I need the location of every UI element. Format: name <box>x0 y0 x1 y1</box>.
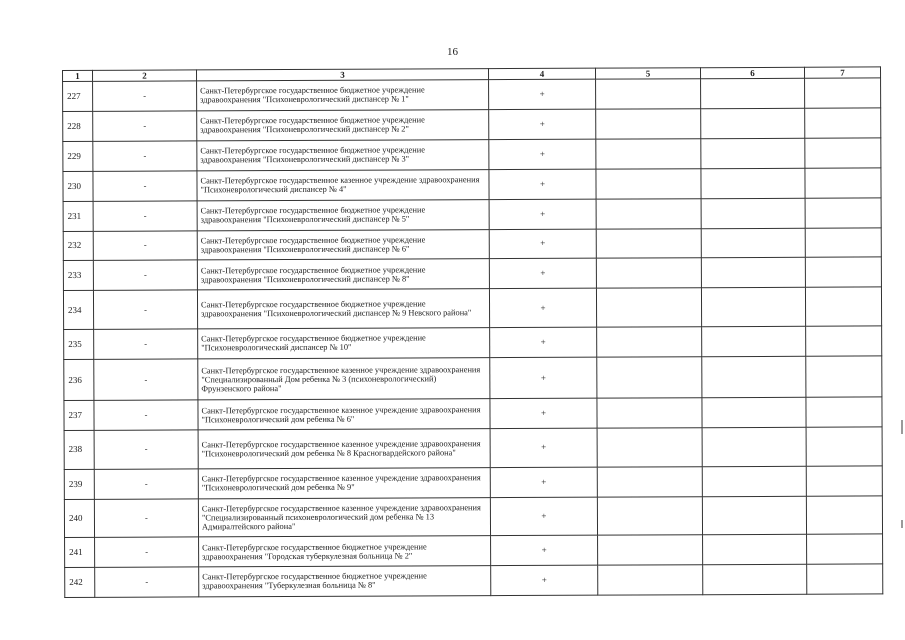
row-col4-mark: + <box>489 139 596 169</box>
row-col4-mark: + <box>489 259 596 289</box>
row-col4-mark: + <box>490 428 597 467</box>
table-row <box>63 198 881 231</box>
row-col6-cell <box>701 198 805 228</box>
row-col2-value: - <box>94 469 198 499</box>
row-col6-cell <box>701 228 805 258</box>
row-col6-cell <box>702 326 806 356</box>
row-col2-value: - <box>93 290 197 329</box>
row-col5-cell <box>597 428 702 467</box>
row-col6-cell <box>701 168 805 198</box>
institution-name: Санкт-Петербургское государственное бюджетное учреждение здравоохранения "Психоневрологический диспансер № 6" <box>197 229 489 260</box>
institution-name: Санкт-Петербургское государственное казенное учреждение здравоохранения "Психоневрологический дом ребенка № 9" <box>198 467 490 498</box>
header-col-7: 7 <box>804 67 880 78</box>
row-col7-cell <box>806 496 882 535</box>
institution-name: Санкт-Петербургское государственное бюджетное учреждение здравоохранения "Психоневрологический диспансер № 1" <box>197 80 489 111</box>
row-col2-value: - <box>93 230 197 260</box>
row-col4-mark: + <box>489 229 596 259</box>
row-col6-cell <box>701 138 805 168</box>
institution-name: Санкт-Петербургское государственное бюджетное учреждение здравоохранения "Психоневрологический диспансер № 5" <box>197 199 489 230</box>
row-col4-mark: + <box>490 399 597 429</box>
row-col5-cell <box>596 168 701 198</box>
header-col-3: 3 <box>197 69 489 81</box>
row-col4-mark: + <box>490 497 597 536</box>
row-col2-value: - <box>93 81 197 111</box>
row-col6-cell <box>702 356 806 398</box>
institution-name: Санкт-Петербургское государственное казенное учреждение здравоохранения "Специализированный психоневрологический дом ребенка № 13 Адмиралтейского района" <box>198 497 490 537</box>
row-number: 236 <box>64 359 94 401</box>
row-col2-value: - <box>94 430 198 469</box>
row-col7-cell <box>805 78 881 108</box>
row-col6-cell <box>702 496 806 535</box>
row-col5-cell <box>597 466 702 496</box>
row-col7-cell <box>805 198 881 228</box>
institution-name: Санкт-Петербургское государственное бюджетное учреждение здравоохранения "Туберкулезная больница № 8" <box>199 566 491 597</box>
row-col5-cell <box>597 356 702 398</box>
row-col2-value: - <box>94 359 198 401</box>
institution-name: Санкт-Петербургское государственное казенное учреждение здравоохранения "Психоневрологический дом ребенка № 8 Красногвардейского района" <box>198 429 490 469</box>
institution-name: Санкт-Петербургское государственное бюджетное учреждение здравоохранения "Психоневрологический диспансер № 3" <box>197 139 489 170</box>
row-col6-cell <box>703 564 807 594</box>
row-col2-value: - <box>94 329 198 359</box>
row-number: 234 <box>63 291 93 330</box>
row-col7-cell <box>806 326 882 356</box>
row-number: 240 <box>64 499 94 538</box>
table-row <box>64 466 882 499</box>
row-col5-cell <box>597 327 702 357</box>
institution-name: Санкт-Петербургское государственное бюджетное учреждение здравоохранения "Городская туберкулезная больница № 2" <box>199 536 491 567</box>
row-number: 237 <box>64 401 94 431</box>
scan-mark <box>901 420 903 434</box>
table-row <box>63 257 881 290</box>
institution-name: Санкт-Петербургское государственное казенное учреждение здравоохранения "Психоневрологический диспансер № 4" <box>197 169 489 200</box>
row-number: 241 <box>65 537 95 567</box>
row-number: 235 <box>64 329 94 359</box>
row-col4-mark: + <box>491 565 598 595</box>
row-number: 239 <box>64 469 94 499</box>
table-row <box>64 356 882 401</box>
table-row <box>64 397 882 430</box>
row-col4-mark: + <box>491 535 598 565</box>
row-col5-cell <box>596 109 701 139</box>
row-col2-value: - <box>93 201 197 231</box>
row-number: 228 <box>63 111 93 141</box>
row-col7-cell <box>807 534 883 564</box>
row-col7-cell <box>806 397 882 427</box>
row-col5-cell <box>596 198 701 228</box>
row-col7-cell <box>805 108 881 138</box>
scan-mark <box>901 520 903 528</box>
institution-name: Санкт-Петербургское государственное казенное учреждение здравоохранения "Психоневрологический дом ребенка № 6" <box>198 399 490 430</box>
table-row <box>63 287 881 329</box>
row-col5-cell <box>596 79 701 109</box>
row-number: 242 <box>65 567 95 597</box>
institution-name: Санкт-Петербургское государственное бюджетное учреждение "Психоневрологический диспансер № 10" <box>198 327 490 358</box>
row-col7-cell <box>805 257 881 287</box>
row-col5-cell <box>597 398 702 428</box>
row-number: 227 <box>63 81 93 111</box>
row-col6-cell <box>701 288 805 327</box>
row-col5-cell <box>598 535 703 565</box>
table-row <box>63 168 881 201</box>
row-col5-cell <box>597 496 702 535</box>
header-col-5: 5 <box>595 68 700 79</box>
row-col2-value: - <box>93 260 197 290</box>
row-col6-cell <box>701 78 805 108</box>
row-number: 230 <box>63 171 93 201</box>
row-col5-cell <box>596 258 701 288</box>
row-col7-cell <box>806 427 882 466</box>
row-col7-cell <box>806 356 882 398</box>
table-row <box>63 108 881 141</box>
header-col-2: 2 <box>93 70 197 81</box>
row-col4-mark: + <box>489 289 596 328</box>
institutions-table <box>62 66 883 598</box>
row-number: 232 <box>63 231 93 261</box>
table-row <box>64 427 882 469</box>
row-col6-cell <box>702 466 806 496</box>
row-number: 233 <box>63 261 93 291</box>
institution-name: Санкт-Петербургское государственное бюджетное учреждение здравоохранения "Психоневрологический диспансер № 8" <box>197 259 489 290</box>
row-col4-mark: + <box>490 327 597 357</box>
institution-name: Санкт-Петербургское государственное казенное учреждение здравоохранения "Специализированный Дом ребенка № 3 (психоневрологический) Фрунзенского района" <box>198 357 490 400</box>
table-row <box>65 534 883 567</box>
institution-name: Санкт-Петербургское государственное бюджетное учреждение здравоохранения "Психоневрологический диспансер № 2" <box>197 110 489 141</box>
row-col4-mark: + <box>490 467 597 497</box>
row-col5-cell <box>598 565 703 595</box>
row-col4-mark: + <box>490 357 597 399</box>
row-col7-cell <box>806 466 882 496</box>
row-number: 229 <box>63 141 93 171</box>
row-col7-cell <box>805 168 881 198</box>
table-row <box>65 564 883 598</box>
row-col7-cell <box>805 287 881 326</box>
row-col2-value: - <box>95 537 199 567</box>
table-row <box>64 496 882 538</box>
table-row <box>63 138 881 171</box>
row-col2-value: - <box>94 499 198 538</box>
table-row <box>63 227 881 260</box>
row-col7-cell <box>805 227 881 257</box>
row-col2-value: - <box>93 171 197 201</box>
row-number: 231 <box>63 201 93 231</box>
row-col2-value: - <box>95 567 199 597</box>
header-col-1: 1 <box>63 70 93 81</box>
row-col2-value: - <box>94 400 198 430</box>
header-col-6: 6 <box>700 67 804 78</box>
row-col6-cell <box>702 398 806 428</box>
row-col6-cell <box>701 108 805 138</box>
row-col2-value: - <box>93 141 197 171</box>
row-col6-cell <box>701 258 805 288</box>
header-col-4: 4 <box>488 68 595 79</box>
row-col2-value: - <box>93 111 197 141</box>
page-number: 16 <box>447 46 458 58</box>
row-col4-mark: + <box>489 79 596 109</box>
institution-name: Санкт-Петербургское государственное бюджетное учреждение здравоохранения "Психоневрологический диспансер № 9 Невского района" <box>197 289 489 329</box>
row-col5-cell <box>596 228 701 258</box>
row-col6-cell <box>702 428 806 467</box>
table-row <box>64 326 882 359</box>
row-col4-mark: + <box>489 199 596 229</box>
row-col5-cell <box>596 288 701 327</box>
row-col5-cell <box>596 139 701 169</box>
table-row <box>63 78 881 111</box>
row-col7-cell <box>807 564 883 594</box>
row-col6-cell <box>703 534 807 564</box>
table-body <box>63 78 883 598</box>
row-col4-mark: + <box>489 109 596 139</box>
row-number: 238 <box>64 431 94 470</box>
row-col7-cell <box>805 138 881 168</box>
row-col4-mark: + <box>489 169 596 199</box>
